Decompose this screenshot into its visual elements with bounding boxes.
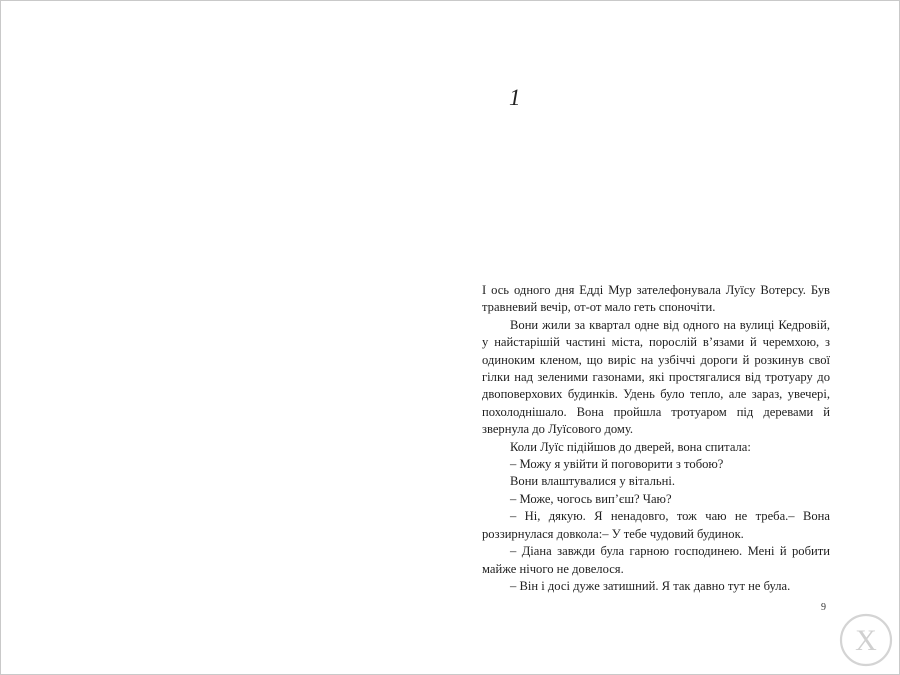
dialogue-line: – Може, чогось вип’єш? Чаю? <box>510 491 672 506</box>
dialogue-line: – Він і досі дуже затишний. Я так давно тут не була. <box>510 578 791 593</box>
paragraph: Коли Луїс підійшов до дверей, вона спитала: <box>510 439 751 454</box>
book-spine <box>449 0 450 675</box>
paragraph: Вони жили за квартал одне від одного на вулиці Кедровій, у найстарішій частині міста, порослій в’язами й черемхою, з одиноким кленом, що виріс на узбіччі дороги й розкинув свої гілки над зеленими газонами, які простягалися від тротуару до двоповерхових будинків. Удень було тепло, але зараз, увечері, похолоднішало. Вона пройшла тротуаром під деревами й звернула до Луїсового дому. <box>482 317 830 437</box>
paragraph: І ось одного дня Едді Мур зателефонувала Луїсу Вотерсу. Був травневий вечір, от-от мало геть споночіти. <box>482 283 830 315</box>
watermark-letter: X <box>855 624 877 657</box>
chapter-text <box>482 282 830 595</box>
x-circle-watermark-icon <box>838 612 894 668</box>
page-number: 9 <box>821 602 826 613</box>
dialogue-line: – Діана завжди була гарною господинею. Мені й робити майже нічого не довелося. <box>482 544 830 576</box>
dialogue-line: – Можу я увійти й поговорити з тобою? <box>510 457 724 472</box>
dialogue-line: – Ні, дякую. Я ненадовго, тож чаю не треба.– Вона роззирнулася довкола:– У тебе чудовий будинок. <box>482 509 830 541</box>
chapter-number: 1 <box>509 85 521 110</box>
paragraph: Вони влаштувалися у вітальні. <box>510 474 676 489</box>
